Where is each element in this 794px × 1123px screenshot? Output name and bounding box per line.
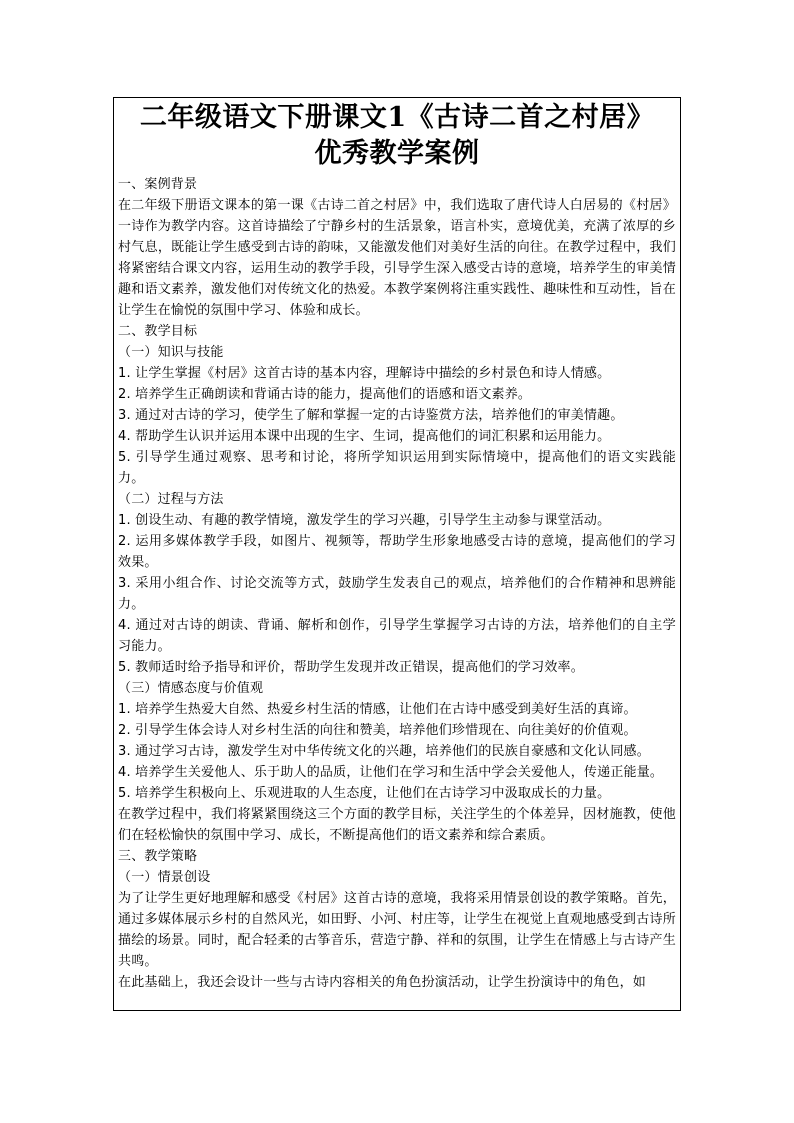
list-item: 1. 创设生动、有趣的教学情境，激发学生的学习兴趣，引导学生主动参与课堂活动。 [118, 513, 611, 528]
list-item: 3. 通过学习古诗，激发学生对中华传统文化的兴趣，培养他们的民族自豪感和文化认同感。 [118, 744, 650, 759]
heading-case-background: 一、案例背景 [118, 177, 198, 192]
list-item: 2. 运用多媒体教学手段，如图片、视频等，帮助学生形象地感受古诗的意境，提高他们的学习效果。 [118, 534, 676, 570]
list-item: 4. 通过对古诗的朗读、背诵、解析和创作，引导学生掌握学习古诗的方法，培养他们的自主学习能力。 [118, 618, 676, 654]
list-item: 1. 让学生掌握《村居》这首古诗的基本内容，理解诗中描绘的乡村景色和诗人情感。 [118, 366, 611, 381]
title-line-2: 优秀教学案例 [314, 138, 480, 169]
list-item: 5. 引导学生通过观察、思考和讨论，将所学知识运用到实际情境中，提高他们的语文实践能力。 [118, 450, 676, 486]
heading-teaching-goals: 二、教学目标 [118, 324, 198, 339]
list-item: 4. 帮助学生认识并运用本课中出现的生字、生词，提高他们的词汇积累和运用能力。 [118, 429, 611, 444]
document-body [114, 174, 680, 993]
subheading-scenario-creation: （一）情景创设 [118, 870, 211, 885]
paragraph-background: 在二年级下册语文课本的第一课《古诗二首之村居》中，我们选取了唐代诗人白居易的《村居》一诗作为教学内容。这首诗描绘了宁静乡村的生活景象，语言朴实，意境优美，充满了浓厚的乡村气息，既能让学生感受到古诗的韵味，又能激发他们对美好生活的向往。在教学过程中，我们将紧密结合课文内容，运用生动的教学手段，引导学生深入感受古诗的意境，培养学生的审美情趣和语文素养，激发他们对传统文化的热爱。本教学案例将注重实践性、趣味性和互动性，旨在让学生在愉悦的氛围中学习、体验和成长。 [118, 198, 676, 318]
list-item: 3. 通过对古诗的学习，使学生了解和掌握一定的古诗鉴赏方法，培养他们的审美情趣。 [118, 408, 624, 423]
title-line-1: 二年级语文下册课文1《古诗二首之村居》 [139, 102, 655, 133]
list-item: 4. 培养学生关爱他人、乐于助人的品质，让他们在学习和生活中学会关爱他人，传递正能量。 [118, 765, 664, 780]
document-frame [113, 97, 681, 1011]
list-item: 5. 教师适时给予指导和评价，帮助学生发现并改正错误，提高他们的学习效率。 [118, 660, 584, 675]
subheading-knowledge-skills: （一）知识与技能 [118, 345, 224, 360]
list-item: 2. 培养学生正确朗读和背诵古诗的能力，提高他们的语感和语文素养。 [118, 387, 532, 402]
list-item: 5. 培养学生积极向上、乐观进取的人生态度，让他们在古诗学习中汲取成长的力量。 [118, 786, 611, 801]
subheading-process-methods: （二）过程与方法 [118, 492, 224, 507]
subheading-attitude-values: （三）情感态度与价值观 [118, 681, 264, 696]
paragraph-scenario: 为了让学生更好地理解和感受《村居》这首古诗的意境，我将采用情景创设的教学策略。首先，通过多媒体展示乡村的自然风光，如田野、小河、村庄等，让学生在视觉上直观地感受到古诗所描绘的场景。同时，配合轻柔的古筝音乐，营造宁静、祥和的氛围，让学生在情感上与古诗产生共鸣。 [118, 891, 676, 969]
document-title [114, 100, 680, 172]
list-item: 3. 采用小组合作、讨论交流等方式，鼓励学生发表自己的观点，培养他们的合作精神和思辨能力。 [118, 576, 676, 612]
paragraph-role-play: 在此基础上，我还会设计一些与古诗内容相关的角色扮演活动，让学生扮演诗中的角色，如 [118, 975, 647, 990]
paragraph-goals-summary: 在教学过程中，我们将紧紧围绕这三个方面的教学目标，关注学生的个体差异，因材施教，使他们在轻松愉快的氛围中学习、成长，不断提高他们的语文素养和综合素质。 [118, 807, 676, 843]
list-item: 2. 引导学生体会诗人对乡村生活的向往和赞美，培养他们珍惜现在、向往美好的价值观。 [118, 723, 637, 738]
list-item: 1. 培养学生热爱大自然、热爱乡村生活的情感，让他们在古诗中感受到美好生活的真谛。 [118, 702, 637, 717]
heading-teaching-strategy: 三、教学策略 [118, 849, 198, 864]
